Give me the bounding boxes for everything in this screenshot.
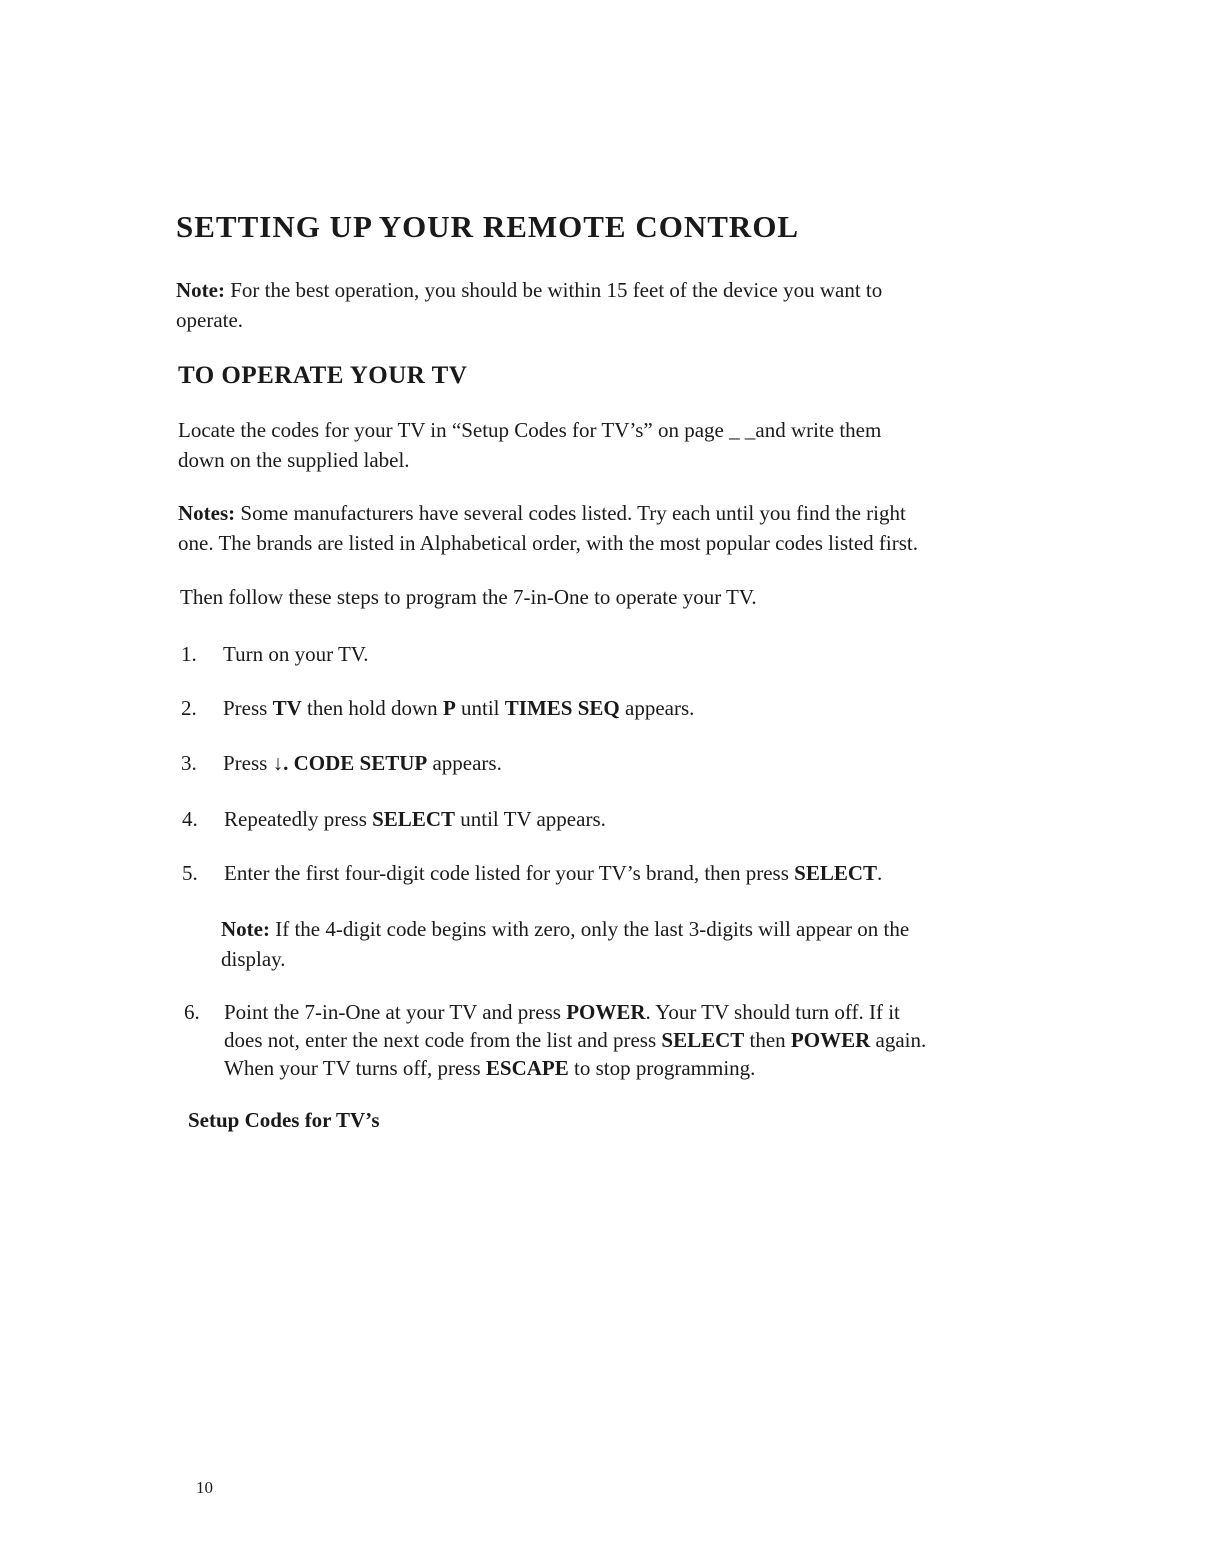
step-text: Turn on your TV. bbox=[223, 642, 369, 666]
notes-line-1 bbox=[178, 497, 906, 529]
note-text: If the 4-digit code begins with zero, only the last 3-digits will appear on the bbox=[275, 917, 910, 941]
step-text: . bbox=[877, 861, 883, 885]
page-title: SETTING UP YOUR REMOTE CONTROL bbox=[176, 209, 800, 244]
step-text: until TV appears. bbox=[455, 807, 606, 831]
step-4 bbox=[182, 803, 606, 835]
note-label: Note: bbox=[176, 278, 225, 302]
note-text-1: For the best operation, you should be within 15 feet of the device you want to bbox=[230, 278, 883, 302]
step-text: again. bbox=[870, 1028, 927, 1052]
step-text: appears. bbox=[619, 696, 695, 720]
step-text: Press bbox=[223, 751, 273, 775]
page-number: 10 bbox=[196, 1478, 213, 1497]
note-text-2: operate. bbox=[176, 308, 244, 332]
note-label: Note: bbox=[221, 917, 270, 941]
step-number: 4. bbox=[182, 807, 198, 831]
key-escape: ESCAPE bbox=[485, 1056, 569, 1080]
step-text: . Your TV should turn off. If it bbox=[645, 1000, 900, 1024]
note-line-1 bbox=[176, 274, 882, 306]
step-5-note-line-2: display. bbox=[221, 947, 286, 971]
step-text: then hold down bbox=[301, 696, 443, 720]
step-5-note-line-1 bbox=[221, 913, 909, 945]
step-number: 1. bbox=[181, 642, 197, 666]
step-text: Repeatedly press bbox=[224, 807, 373, 831]
key-power: POWER bbox=[790, 1028, 871, 1052]
key-select: SELECT bbox=[661, 1028, 745, 1052]
step-text: then bbox=[744, 1028, 791, 1052]
step-text: When your TV turns off, press bbox=[224, 1056, 486, 1080]
display-code-setup: ↓. CODE SETUP bbox=[272, 751, 428, 775]
step-number: 3. bbox=[181, 751, 197, 775]
key-select: SELECT bbox=[794, 861, 878, 885]
step-text: until bbox=[455, 696, 505, 720]
step-text: Enter the first four-digit code listed for your TV’s brand, then press bbox=[224, 861, 795, 885]
step-5 bbox=[182, 857, 882, 889]
step-6-line-3 bbox=[224, 1052, 755, 1084]
step-text: to stop programming. bbox=[568, 1056, 756, 1080]
step-2 bbox=[181, 692, 694, 724]
key-power: POWER bbox=[566, 1000, 646, 1024]
step-number: 5. bbox=[182, 861, 198, 885]
notes-label: Notes: bbox=[178, 501, 236, 525]
setup-codes-subheading: Setup Codes for TV’s bbox=[188, 1108, 380, 1132]
key-p: P bbox=[442, 696, 456, 720]
key-select: SELECT bbox=[372, 807, 455, 831]
step-3 bbox=[181, 747, 502, 779]
display-times-seq: TIMES SEQ bbox=[504, 696, 620, 720]
section-title: TO OPERATE YOUR TV bbox=[178, 362, 468, 389]
key-tv: TV bbox=[272, 696, 302, 720]
step-text: appears. bbox=[427, 751, 502, 775]
notes-text-2: one. The brands are listed in Alphabetical order, with the most popular codes listed first. bbox=[178, 531, 919, 555]
step-number: 6. bbox=[184, 1000, 200, 1024]
intro-text: Then follow these steps to program the 7-in-One to operate your TV. bbox=[180, 585, 757, 609]
step-text: Press bbox=[223, 696, 273, 720]
locate-line-1: Locate the codes for your TV in “Setup Codes for TV’s” on page _ _and write them bbox=[178, 418, 882, 442]
step-number: 2. bbox=[181, 696, 197, 720]
step-text: does not, enter the next code from the list and press bbox=[224, 1028, 662, 1052]
step-text: Point the 7-in-One at your TV and press bbox=[224, 1000, 567, 1024]
step-1 bbox=[181, 638, 368, 670]
locate-line-2: down on the supplied label. bbox=[178, 448, 410, 472]
notes-text-1: Some manufacturers have several codes listed. Try each until you find the right bbox=[240, 501, 906, 525]
